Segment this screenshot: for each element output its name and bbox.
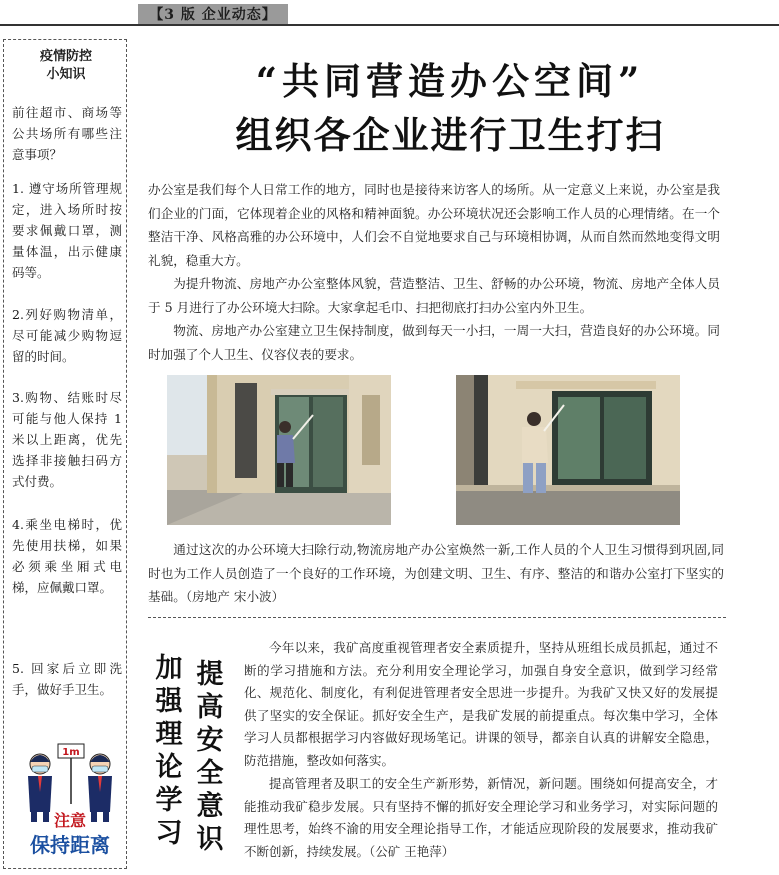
article1-title-line1: “共同营造办公空间” bbox=[255, 59, 645, 103]
distance-sign-text: 1m bbox=[62, 747, 80, 758]
section-tag: 【3 版 企业动态】 bbox=[138, 4, 288, 26]
article1-paragraph-3: 物流、房地产办公室建立卫生保持制度，做到每天一小扫，一周一大扫，营造良好的办公环境。同时加强了个人卫生、仪容仪表的要求。 bbox=[148, 323, 720, 362]
article2-paragraph-2: 提高管理者及职工的安全生产新形势，新情况，新问题。围绕如何提高安全，才能推动我矿稳步发展。只有坚持不懈的抓好安全理论学习和业务学习，对实际问题的理性思考，始终不渝的用安全理论指导工作，才能适应现阶段的发展要求，推动我矿不断创新，持续发展。（公矿 王艳萍） bbox=[244, 776, 718, 859]
sidebar-tip-3: 3.购物、结账时尽可能与他人保持 1 米以上距离，优先选择非接触扫码方式付费。 bbox=[12, 390, 122, 489]
article2-title-col2: 加强理论学习 bbox=[155, 653, 183, 849]
social-distance-illustration bbox=[20, 742, 120, 867]
left-person-figure bbox=[28, 754, 52, 822]
cleaning-photo-2 bbox=[456, 375, 680, 525]
sidebar-tip-4: 4.乘坐电梯时，优先使用扶梯，如果必须乘坐厢式电梯，应佩戴口罩。 bbox=[12, 517, 122, 595]
sidebar-tip-1: 1. 遵守场所管理规定，进入场所时按要求佩戴口罩，测量体温，出示健康码等。 bbox=[12, 181, 122, 280]
header-rule bbox=[0, 24, 779, 26]
article1-paragraph-1: 办公室是我们每个人日常工作的地方，同时也是接待来访客人的场所。从一定意义上来说，办公室是我们企业的门面，它体现着企业的风格和精神面貌。办公环境状况还会影响工作人员的心理情绪。在一个整洁干净、风格高雅的办公环境中，人们会不自觉地要求自己与环境相协调，从而自然而然地变得文明礼貌，稳重大方。 bbox=[148, 182, 720, 268]
article-divider bbox=[148, 617, 726, 618]
right-person-figure bbox=[88, 754, 112, 822]
sidebar-tip-2: 2.列好购物清单，尽可能减少购物逗留的时间。 bbox=[12, 307, 122, 364]
article1-paragraph-4: 通过这次的办公环境大扫除行动,物流房地产办公室焕然一新,工作人员的个人卫生习惯得到巩固,同时也为工作人员创造了一个良好的工作环境，为创建文明、卫生、有序、整洁的和谐办公室打下坚实的基础。（房地产 宋小波） bbox=[148, 542, 724, 604]
illustration-caption-line1: 注意 bbox=[53, 811, 87, 830]
article2-paragraph-1: 今年以来，我矿高度重视管理者安全素质提升，坚持从班组长成员抓起，通过不断的学习措施和方法。充分利用安全理论学习，加强自身安全意识，做到学习经常化、规范化、制度化，有利促进管理者安全思进一步提升。为我矿又快又好的发展提供了坚实的安全保证。抓好安全生产，是我矿发展的前提重点。每次集中学习，全体学习人员都根据学习内容做好现场笔记。讲课的领导，都亲自认真的讲解安全隐患，防范措施，整改如何落实。 bbox=[244, 640, 718, 768]
sidebar-title bbox=[4, 48, 128, 84]
cleaning-photo-1 bbox=[167, 375, 391, 525]
article2-title-col1: 提高安全意识 bbox=[196, 659, 224, 855]
sidebar-tip-5: 5. 回家后立即洗手，做好手卫生。 bbox=[12, 661, 122, 697]
article1-paragraph-2: 为提升物流、房地产办公室整体风貌，营造整洁、卫生、舒畅的办公环境，物流、房地产全体人员于 5 月进行了办公环境大扫除。大家拿起毛巾、扫把彻底打扫办公室内外卫生。 bbox=[148, 276, 720, 315]
sidebar-question: 前往超市、商场等公共场所有哪些注意事项？ bbox=[12, 105, 122, 162]
illustration-caption-line2: 保持距离 bbox=[30, 833, 110, 857]
sidebar-title-line1: 疫情防控 bbox=[39, 49, 92, 64]
article1-title-line2: 组织各企业进行卫生打扫 bbox=[235, 113, 665, 157]
sidebar-title-line2: 小知识 bbox=[46, 67, 86, 82]
